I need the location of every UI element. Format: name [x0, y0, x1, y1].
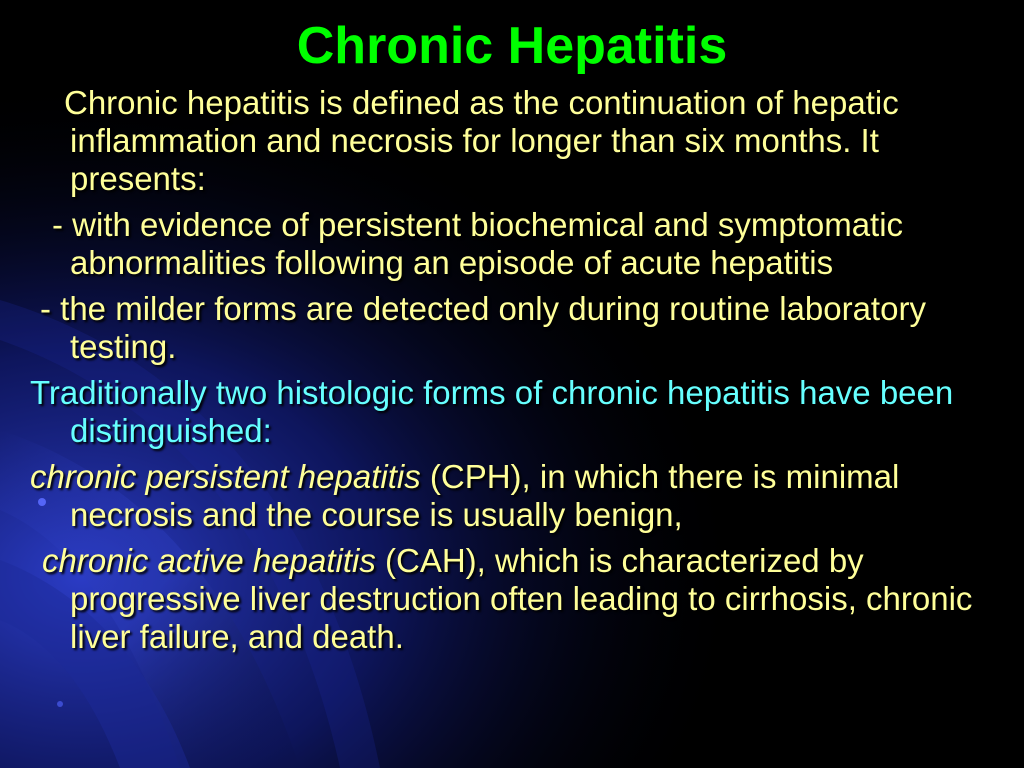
- cph-abbr: (CPH),: [420, 458, 531, 495]
- slide-title: Chronic Hepatitis: [296, 17, 728, 75]
- cph-term: chronic persistent hepatitis: [30, 458, 421, 495]
- histologic-forms-paragraph: Traditionally two histologic forms of chronic hepatitis have been distinguished:: [30, 374, 954, 449]
- cah-description: which is characterized by progressive liver destruction often leading to cirrhosis, chronic liver failure, and death.: [70, 542, 973, 655]
- cph-description: in which there is minimal necrosis and the course is usually benign,: [70, 458, 900, 533]
- slide-body: [30, 84, 1015, 656]
- bullet-biochemical: - with evidence of persistent biochemical and symptomatic abnormalities following an episode of acute hepatitis: [52, 206, 904, 281]
- cah-paragraph: [30, 542, 1015, 656]
- definition-paragraph: Chronic hepatitis is defined as the continuation of hepatic inflammation and necrosis for longer than six months. It presents:: [64, 84, 899, 197]
- bullet-milder-forms: - the milder forms are detected only during routine laboratory testing.: [40, 290, 926, 365]
- cah-term: chronic active hepatitis: [42, 542, 376, 579]
- cph-paragraph: [30, 458, 1015, 534]
- cah-abbr: (CAH),: [375, 542, 486, 579]
